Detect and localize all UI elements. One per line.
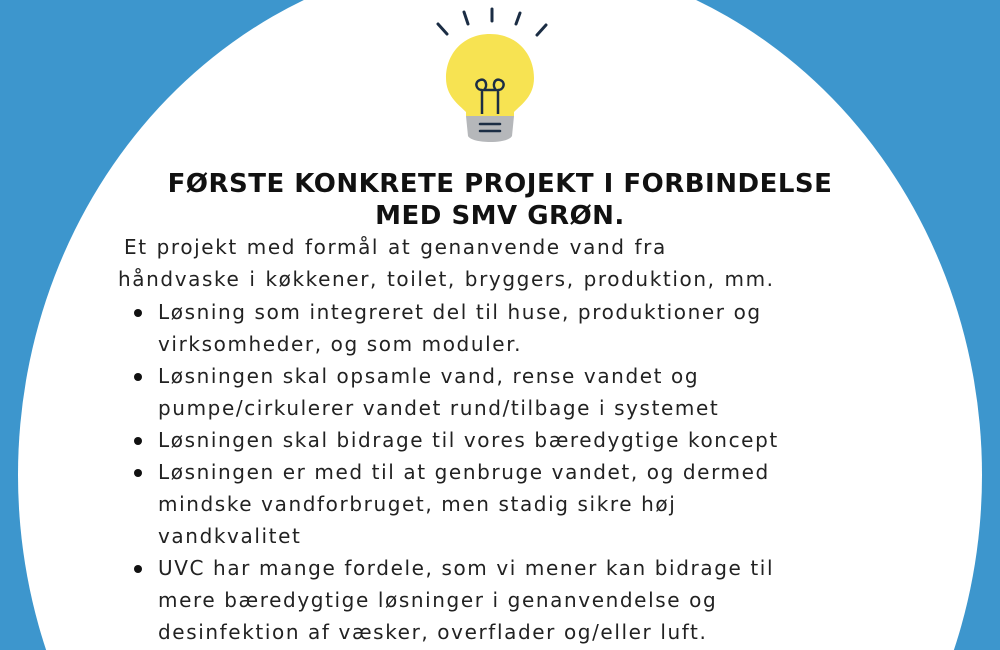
bulb-base bbox=[466, 116, 514, 142]
bullet-line: vandkvalitet bbox=[158, 524, 302, 548]
bullet-line: Løsning som integreret del til huse, produktioner og bbox=[158, 300, 762, 324]
bullet-line: virksomheder, og som moduler. bbox=[158, 332, 523, 356]
bullet-line: mindske vandforbruget, men stadig sikre høj bbox=[158, 492, 677, 516]
light-rays bbox=[438, 9, 546, 35]
list-item bbox=[126, 360, 926, 424]
bullet-line: desinfektion af væsker, overflader og/eller luft. bbox=[158, 620, 708, 644]
bulb-glass bbox=[446, 34, 534, 116]
bullet-line: pumpe/cirkulerer vandet rund/tilbage i systemet bbox=[158, 396, 720, 420]
bullet-line: Løsningen skal bidrage til vores bæredygtige koncept bbox=[158, 428, 779, 452]
lightbulb-icon bbox=[428, 4, 558, 154]
intro-line-1: Et projekt med formål at genanvende vand fra bbox=[124, 235, 667, 259]
title-line-2: MED SMV GRØN. bbox=[375, 201, 625, 231]
bullet-list bbox=[126, 296, 926, 648]
intro-text bbox=[118, 231, 938, 295]
title-line-1: FØRSTE KONKRETE PROJEKT I FORBINDELSE bbox=[167, 169, 833, 199]
bullet-line: UVC har mange fordele, som vi mener kan bidrage til bbox=[158, 556, 775, 580]
list-item bbox=[126, 456, 926, 552]
bullet-line: Løsningen er med til at genbruge vandet, og dermed bbox=[158, 460, 770, 484]
list-item bbox=[126, 552, 926, 648]
list-item bbox=[126, 296, 926, 360]
bullet-line: Løsningen skal opsamle vand, rense vandet og bbox=[158, 364, 700, 388]
page-title bbox=[0, 168, 1000, 232]
bullet-line: mere bæredygtige løsninger i genanvendelse og bbox=[158, 588, 718, 612]
list-item bbox=[126, 424, 926, 456]
intro-line-2: håndvaske i køkkener, toilet, bryggers, produktion, mm. bbox=[118, 267, 775, 291]
